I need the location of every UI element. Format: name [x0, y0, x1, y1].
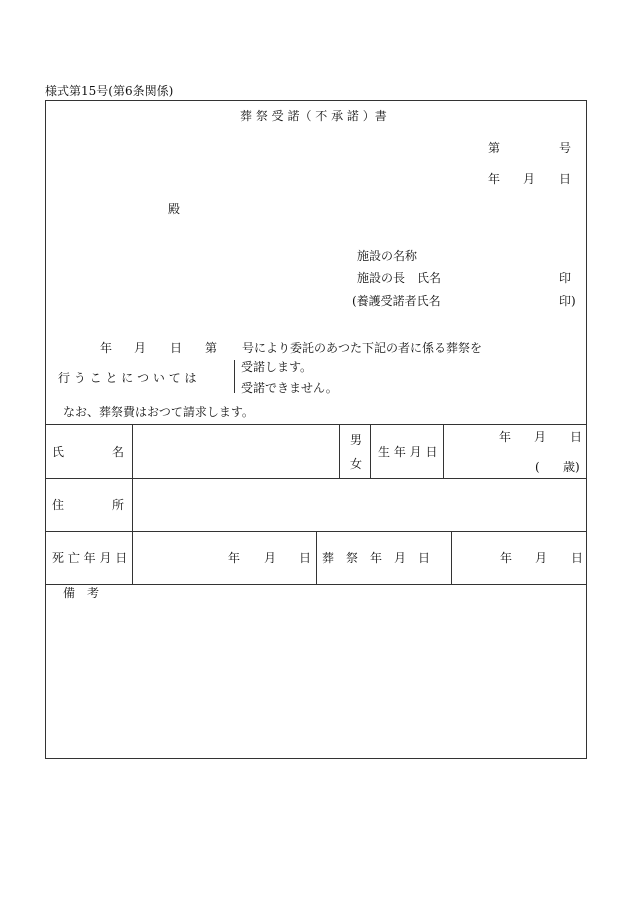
row1-divider-sex-left: [339, 424, 340, 478]
birth-day: 日: [570, 430, 583, 444]
form-number: 様式第15号(第6条関係): [45, 84, 174, 98]
doc-no-prefix: 第: [488, 141, 501, 155]
option-accept: 受諾します。: [241, 360, 313, 374]
funeral-month: 月: [535, 551, 548, 565]
body-day: 日: [170, 341, 183, 355]
body-line1-text: 号により委託のあつた下記の者に係る葬祭を: [242, 341, 483, 355]
row1-divider-sex-right: [370, 424, 371, 478]
birth-year: 年: [499, 430, 512, 444]
funeral-year: 年: [500, 551, 513, 565]
body-year: 年: [100, 341, 113, 355]
address-label: 住 所: [52, 498, 125, 512]
row3-divider-funeral-left: [316, 531, 317, 584]
doc-date-month: 月: [523, 172, 536, 186]
body-month: 月: [134, 341, 147, 355]
body-note: なお、葬祭費はおつて請求します。: [63, 405, 254, 419]
option-bracket-line: [234, 360, 235, 393]
row3-divider-funeral-right: [451, 531, 452, 584]
facility-name-label: 施設の名称: [357, 249, 418, 263]
row3-divider-label: [132, 531, 133, 584]
doc-date-year: 年: [488, 172, 501, 186]
sex-male: 男: [350, 433, 363, 447]
birth-label: 生 年 月 日: [378, 445, 438, 459]
age-close: 歳): [563, 460, 580, 474]
guardian-label: (養護受諾者氏名: [352, 294, 441, 308]
name-label: 氏 名: [52, 445, 125, 459]
table-row3-bottom: [45, 584, 587, 585]
doc-no-suffix: 号: [559, 141, 572, 155]
doc-date-day: 日: [559, 172, 572, 186]
option-reject: 受諾できません。: [241, 381, 338, 395]
facility-head-label: 施設の長 氏名: [357, 271, 442, 285]
table-top-line: [45, 424, 587, 425]
funeral-label: 葬 祭 年 月 日: [322, 551, 431, 565]
death-label: 死 亡 年 月 日: [52, 551, 128, 565]
table-row1-bottom: [45, 478, 587, 479]
funeral-day: 日: [571, 551, 584, 565]
row1-divider-label: [132, 424, 133, 478]
death-day: 日: [299, 551, 312, 565]
body-no-prefix: 第: [205, 341, 218, 355]
document-title: 葬 祭 受 諾（ 不 承 諾 ）書: [240, 109, 387, 123]
death-month: 月: [264, 551, 277, 565]
death-year: 年: [228, 551, 241, 565]
age-open: (: [535, 460, 540, 474]
birth-month: 月: [534, 430, 547, 444]
body-line2-left: 行 う こ と に つ い て は: [58, 371, 197, 385]
addressee-suffix: 殿: [168, 202, 181, 216]
row1-divider-birth: [443, 424, 444, 478]
guardian-seal: 印): [559, 294, 576, 308]
remarks-label: 備 考: [63, 586, 100, 600]
row2-divider-label: [132, 478, 133, 531]
sex-female: 女: [350, 457, 363, 471]
facility-head-seal: 印: [559, 271, 572, 285]
